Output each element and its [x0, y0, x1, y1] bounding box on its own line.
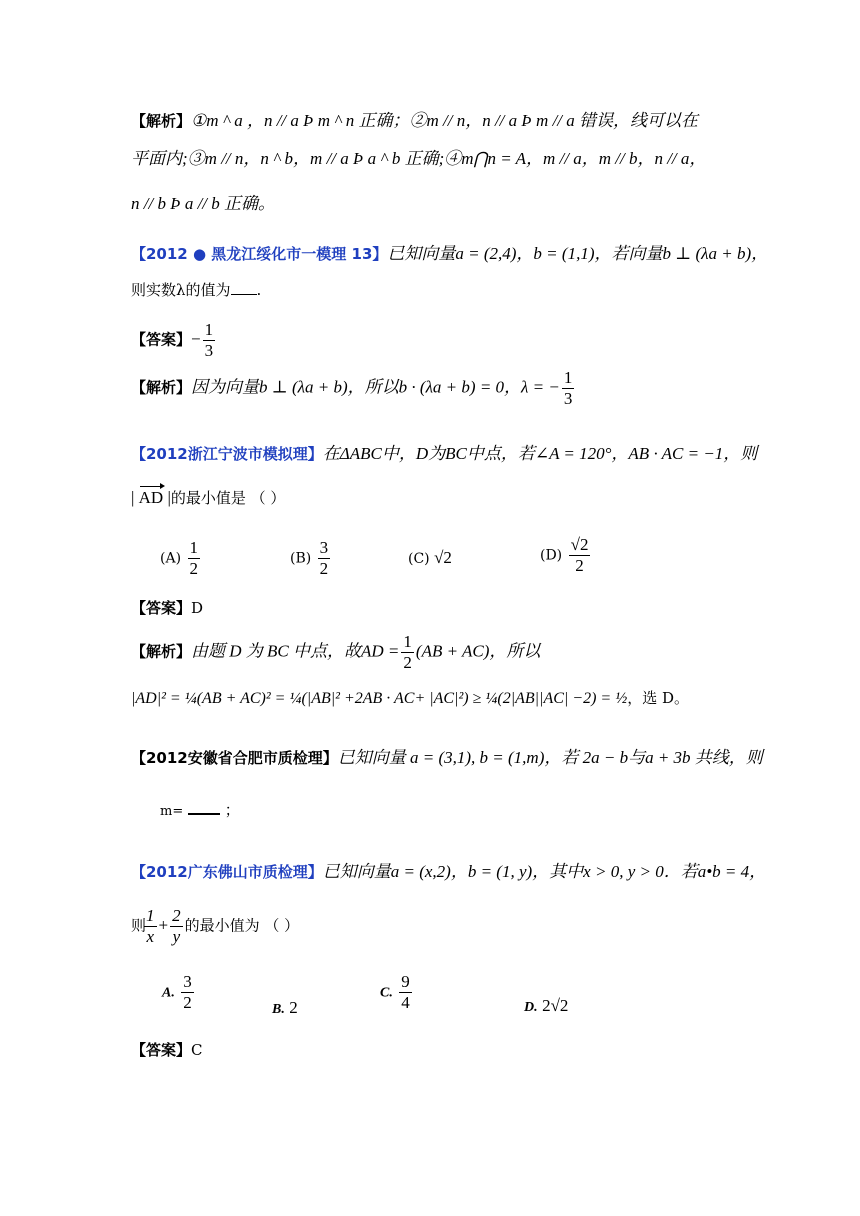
- analysis-tag: 【解析】: [131, 112, 192, 130]
- q3-stem-2: m= ；: [160, 801, 240, 819]
- q3-stem: [131, 748, 763, 768]
- q2-answer: [131, 598, 203, 618]
- answer-tag: 【答案】: [131, 1041, 192, 1059]
- q1-answer-blank: [231, 294, 257, 295]
- analysis-line-2: [131, 149, 706, 169]
- q1-analysis: [131, 368, 576, 409]
- analysis-tag: 【解析】: [131, 642, 192, 661]
- q2-option-d: (D) $\frac{√2}{2}$: [540, 535, 589, 575]
- vector-ad: AD: [138, 488, 164, 507]
- q4-expression: $\frac{1}{x}$: [146, 906, 155, 946]
- q3-source: 【2012安徽省合肥市质检理】: [131, 749, 338, 767]
- analysis-text: n // b Þ a // b 正确。: [131, 194, 276, 213]
- q2-equation-text: |AD|² = ¼(AB + AC)² = ¼(|AB|² +2AB · AC+ |AC|²) ≥ ¼(2|AB||AC| −2) = ½: [131, 690, 628, 707]
- q1-stem: [131, 244, 768, 264]
- q1-analysis-text: 因为向量b ⊥ (λa + b)，所以b · (λa + b) = 0，λ = −: [191, 377, 560, 397]
- answer-tag: 【答案】: [131, 599, 192, 617]
- q2-analysis: 【解析】由题 D 为 BC 中点，故AD = $\frac{1}{2}$ (AB + AC)，所以: [131, 632, 541, 672]
- analysis-text: 平面内;③m // n，n ^ b，m // a Þ a ^ b 正确;④m⋂n = A，m // a，m // b，n // a，: [131, 149, 707, 168]
- q4-option-c: C. $\frac{9}{4}$: [380, 972, 410, 1012]
- q2-stem: [131, 444, 757, 464]
- q4-answer: [131, 1040, 203, 1060]
- answer-fraction: $\frac{1}{3}$: [204, 320, 214, 360]
- analysis-fraction: $\frac{1}{3}$: [563, 368, 573, 408]
- q4-stem-text: 已知向量a = (x,2)，b = (1, y)，其中x > 0, y > 0．若a•b = 4，: [322, 862, 767, 881]
- q2-option-b: (B) $\frac{3}{2}$: [290, 538, 329, 578]
- q2-equation: |AD|² = ¼(AB + AC)² = ¼(|AB|² +2AB · AC+ |AC|²) ≥ ¼(2|AB||AC| −2) = ½，选 D。: [131, 689, 690, 707]
- q2-source: 【2012浙江宁波市模拟理】: [131, 445, 323, 463]
- q2-option-a: (A) $\frac{1}{2}$: [160, 538, 198, 578]
- q3-stem-text: 已知向量 a = (3,1), b = (1,m)，若 2a − b与a + 3b 共线，则: [337, 748, 763, 767]
- q4-option-b: B. 2: [272, 998, 298, 1017]
- q1-stem-2: 则实数λ的值为 .: [131, 281, 262, 299]
- q1-stem-text: 已知向量a = (2,4)，b = (1,1)，若向量b ⊥ (λa + b)，: [387, 244, 769, 263]
- q4-source: 【2012广东佛山市质检理】: [131, 863, 323, 881]
- q1-source: 【2012 ● 黑龙江绥化市一模理 13】: [131, 245, 388, 263]
- analysis-tag: 【解析】: [131, 378, 192, 397]
- q2-answer-value: D: [191, 599, 204, 617]
- q2-stem2-text: 的最小值是 （ ）: [170, 489, 286, 507]
- q4-option-a: A. $\frac{3}{2}$: [162, 972, 192, 1012]
- q2-stem-text: 在ΔABC中，D为BC中点，若∠A = 120°，AB · AC = −1，则: [322, 444, 758, 463]
- analysis-text: ①m ^ a ，n // a Þ m ^ n 正确；②m // n，n // a Þ m // a 错误，线可以在: [191, 111, 699, 130]
- q2-stem-2: | AD |的最小值是 （ ）: [131, 488, 286, 507]
- q2-option-c: (C) √2: [408, 548, 452, 567]
- q4-answer-value: C: [191, 1041, 203, 1059]
- q4-stem-2: 则 $\frac{1}{x}$ + $\frac{2}{y}$ 的最小值为 （ ）: [131, 906, 300, 946]
- analysis-line-1: [131, 111, 698, 131]
- answer-tag: 【答案】: [131, 330, 192, 349]
- q4-stem2-text: 的最小值为 （ ）: [184, 916, 300, 935]
- analysis-line-3: [131, 194, 275, 214]
- q4-option-d: D. 2√2: [524, 996, 569, 1015]
- q1-answer: 【答案】− $\frac{1}{3}$: [131, 320, 214, 360]
- q3-answer-blank: [188, 813, 220, 815]
- q4-stem: [131, 862, 766, 882]
- q1-stem2-text: 则实数λ的值为: [131, 281, 231, 299]
